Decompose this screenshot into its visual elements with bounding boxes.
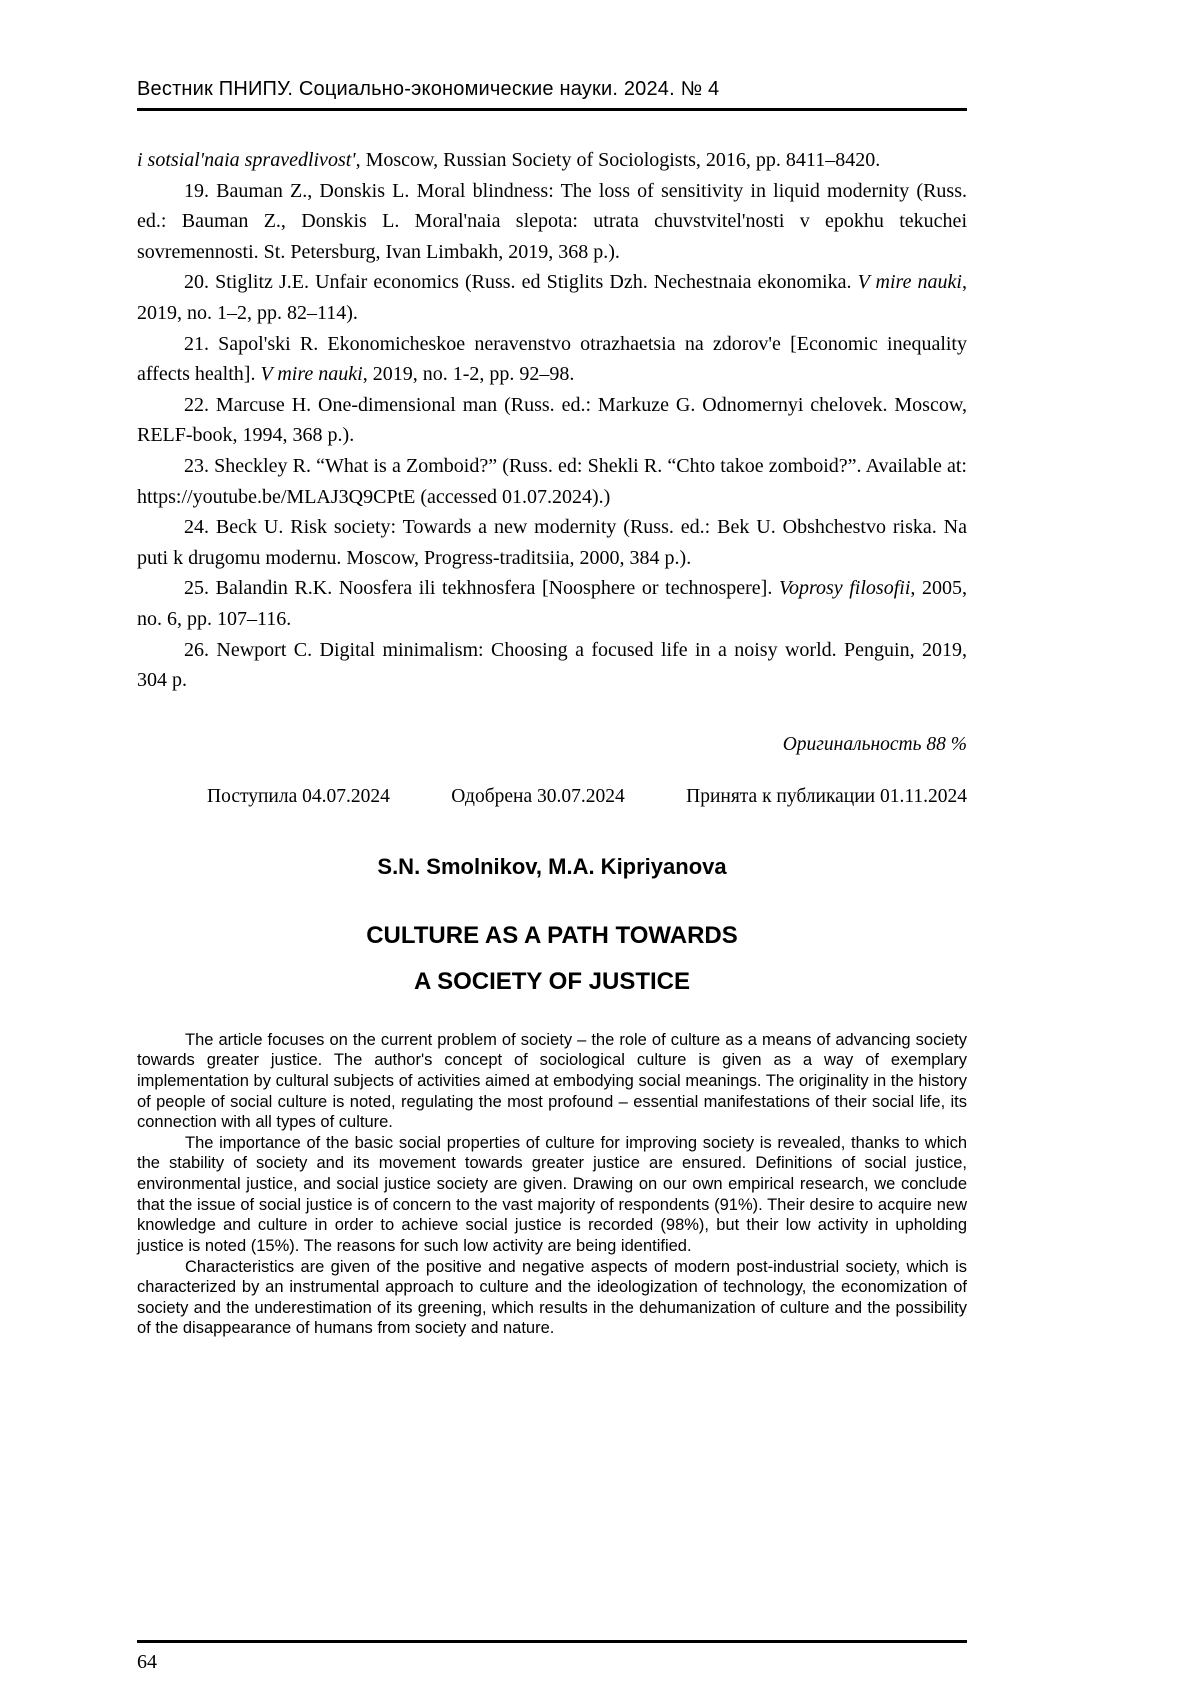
reference-text: 22. Marcuse H. One-dimensional man (Russ. ed.: Markuze G. Odnomernyi chelovek. Moscow, RELF-book, 1994, 368 p.). (137, 393, 967, 447)
header-rule (137, 108, 967, 111)
article-title (137, 922, 967, 996)
date-accepted: Принята к публикации 01.11.2024 (686, 785, 967, 807)
reference-item-22 (137, 390, 967, 451)
reference-item-continuation (137, 145, 967, 176)
date-approved: Одобрена 30.07.2024 (451, 785, 625, 807)
reference-text: (accessed 01.07.2024).) (415, 485, 611, 508)
reference-text: 25. Balandin R.K. Noosfera ili tekhnosfera [Noosphere or technospere]. (184, 577, 779, 600)
reference-text: 21. Sapol'ski R. Ekonomicheskoe neravenstvo otrazhaetsia na zdorov'e [Economic inequality affects health]. (137, 332, 967, 386)
page-footer (137, 1640, 967, 1674)
reference-text: , 2005, no. 6, pp. 107–116. (137, 577, 968, 630)
reference-text: 23. Sheckley R. “What is a Zomboid?” (Russ. ed: Shekli R. “Chto takoe zomboid?”. Available at: (184, 454, 967, 477)
page (137, 0, 967, 1339)
reference-url-link[interactable]: https://youtube.be/MLAJ3Q9CPtE (137, 485, 416, 508)
reference-italic-text: i sotsial'naia spravedlivost' (137, 149, 356, 171)
page-number: 64 (137, 1651, 157, 1673)
reference-italic-text: Voprosy filosofii (778, 577, 911, 600)
reference-italic-text: V mire nauki (260, 363, 363, 386)
reference-text: 24. Beck U. Risk society: Towards a new modernity (Russ. ed.: Bek U. Obshchestvo riska. Na puti k drugomu modernu. Moscow, Progress-traditsiia, 2000, 384 p.). (137, 516, 967, 569)
abstract-paragraph-1: The article focuses on the current problem of society – the role of culture as a means of advancing society towards greater justice. The author's concept of sociological culture is given as a way of exemplary implementation by cultural subjects of activities aimed at embodying social meanings. The originality in the history of people of social culture is noted, regulating the most profound – essential manifestations of their social life, its connection with all types of culture. (137, 1030, 967, 1132)
reference-item-25 (137, 573, 967, 634)
reference-item-21 (137, 329, 967, 390)
authors-line: S.N. Smolnikov, M.A. Kipriyanova (377, 853, 727, 879)
reference-item-20 (137, 267, 967, 328)
abstract-paragraph-2: The importance of the basic social properties of culture for improving society is revealed, thanks to which the stability of society and its movement towards greater justice are ensured. Definitions of social justice, environmental justice, and social justice society are given. Drawing on our own empirical research, we conclude that the issue of social justice is of concern to the vast majority of respondents (91%). Their desire to acquire new knowledge and culture in order to achieve social justice is recorded (98%), but their low activity in upholding justice is noted (15%). The reasons for such low activity are being identified. (137, 1133, 967, 1255)
reference-item-26 (137, 635, 967, 696)
reference-text: , Moscow, Russian Society of Sociologists, 2016, pp. 8411–8420. (355, 149, 881, 171)
references-list (137, 145, 967, 696)
reference-item-23 (137, 451, 967, 512)
reference-text: , 2019, no. 1-2, pp. 92–98. (362, 363, 575, 386)
reference-text: 26. Newport C. Digital minimalism: Choosing a focused life in a noisy world. Penguin, 2019, 304 p. (137, 638, 967, 692)
reference-text: 20. Stiglitz J.E. Unfair economics (Russ. ed Stiglits Dzh. Nechestnaia ekonomika. (184, 271, 858, 294)
journal-header-block (137, 78, 967, 111)
abstract-paragraph-3: Characteristics are given of the positive and negative aspects of modern post-industrial society, which is characterized by an instrumental approach to culture and the ideologization of technology, the economization of society and the underestimation of its greening, which results in the dehumanization of culture and the possibility of the disappearance of humans from society and nature. (137, 1257, 967, 1338)
date-received: Поступила 04.07.2024 (207, 785, 390, 807)
originality-note: Оригинальность 88 % (782, 733, 967, 755)
journal-header: Вестник ПНИПУ. Социально-экономические науки. 2024. № 4 (137, 78, 720, 100)
reference-italic-text: V mire nauki (857, 271, 962, 294)
footer-rule (137, 1640, 967, 1643)
reference-text: 19. Bauman Z., Donskis L. Moral blindness: The loss of sensitivity in liquid modernity (Russ. ed.: Bauman Z., Donskis L. Moral'naia slepota: utrata chuvstvitel'nosti v epokhu tekuchei sovremennosti. St. Petersburg, Ivan Limbakh, 2019, 368 p.). (137, 179, 967, 263)
article-title-line-1: CULTURE AS A PATH TOWARDS (366, 921, 738, 949)
reference-text: , 2019, no. 1–2, pp. 82–114). (137, 271, 967, 324)
submission-dates-row (137, 786, 967, 808)
reference-item-19 (137, 176, 967, 268)
reference-item-24 (137, 512, 967, 573)
abstract-block (137, 1030, 967, 1339)
article-title-line-2: A SOCIETY OF JUSTICE (413, 967, 691, 995)
